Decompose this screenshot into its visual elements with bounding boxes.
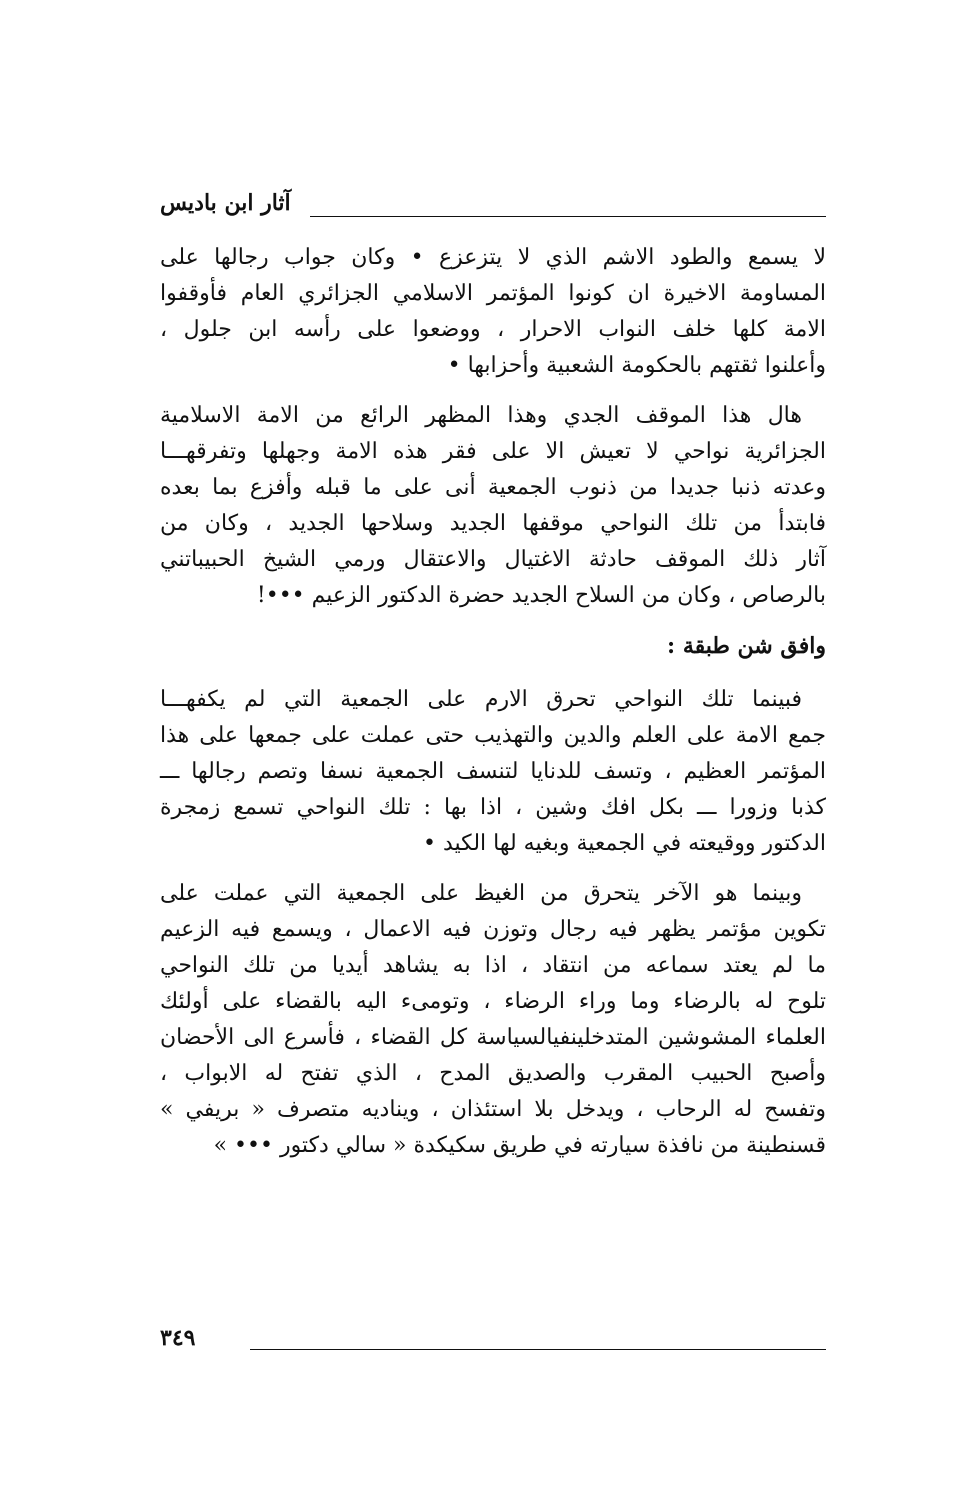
header-rule — [310, 216, 826, 217]
text-line: قسنطينة من نافذة سيارته في طريق سكيكدة « سالي دكتور ••• » — [213, 1133, 826, 1158]
page-footer — [160, 1325, 826, 1365]
body-text — [160, 240, 826, 1178]
text-line: فابتدأ من تلك النواحي موقفها الجديد وسلاحها الجديد ، وكان من — [160, 511, 826, 536]
paragraph — [160, 876, 826, 1164]
paragraph — [160, 682, 826, 862]
text-line: آثار ذلك الموقف حادثة الاغتيال والاعتقال ورمي الشيخ الحبيباتني — [160, 547, 826, 572]
text-line: وأعلنوا ثقتهم بالحكومة الشعبية وأحزابها • — [447, 353, 826, 378]
running-title: آثار ابن باديس — [160, 190, 291, 216]
text-line: وتفسح له الرحاب ، ويدخل بلا استئذان ، ويناديه متصرف « بريفي » — [160, 1097, 826, 1122]
text-line: وبينما هو الآخر يتحرق من الغيظ على الجمعية التي عملت على — [160, 881, 802, 906]
paragraph — [160, 240, 826, 384]
page-header — [160, 190, 826, 230]
text-line: وأصبح الحبيب المقرب والصديق المدح ، الذي تفتح له الابواب ، — [160, 1061, 826, 1086]
text-line: العلماء المشوشين المتدخلينفيالسياسة كل القضاء ، فأسرع الى الأحضان — [160, 1025, 826, 1050]
text-line: المؤتمر العظيم ، وتسف للدنايا لتنسف الجمعية نسفا وتصم رجالها ـــ — [160, 759, 826, 784]
text-line: بالرصاص ، وكان من السلاح الجديد حضرة الدكتور الزعيم •••! — [256, 583, 826, 608]
text-line: هال هذا الموقف الجدي وهذا المظهر الرائع من الامة الاسلامية — [160, 403, 802, 428]
footer-rule — [250, 1349, 826, 1350]
text-line: الجزائرية نواحي لا تعيش الا على فقر هذه الامة وجهلها وتفرقهـــا — [160, 439, 826, 464]
text-line: الامة كلها خلف النواب الاحرار ، ووضعوا على رأسه ابن جلول ، — [160, 317, 826, 342]
paragraph — [160, 398, 826, 614]
section-subheading: وافق شن طبقة : — [667, 633, 826, 659]
text-line: الدكتور ووقيعته في الجمعية وبغيه لها الكيد • — [423, 831, 826, 856]
text-line: تكوين مؤتمر يظهر فيه رجال وتوزن فيه الاعمال ، ويسمع فيه الزعيم — [160, 917, 826, 942]
text-line: المساومة الاخيرة ان كونوا المؤتمر الاسلامي الجزائري العام فأوقفوا — [160, 281, 826, 306]
text-line: لا يسمع والطود الاشم الذي لا يتزعزع • وكان جواب رجالها على — [160, 245, 826, 270]
text-line: تلوح له بالرضاء وما وراء الرضاء ، وتومىء اليه بالقضاء على أولئك — [160, 989, 826, 1014]
text-line: وعدته ذنبا جديدا من ذنوب الجمعية أنى على ما قبله وأفزع بما بعده — [160, 475, 826, 500]
text-line: كذبا وزورا ـــ بكل افك وشين ، اذا بها : تلك النواحي تسمع زمجرة — [160, 795, 826, 820]
text-line: جمع الامة على العلم والدين والتهذيب حتى عملت على جمعها على هذا — [160, 723, 826, 748]
text-line: ما لم يعتد سماعه من انتقاد ، اذا به يشاهد أيديا من تلك النواحي — [160, 953, 826, 978]
text-line: فبينما تلك النواحي تحرق الارم على الجمعية التي لم يكفهـــا — [160, 687, 802, 712]
document-page — [160, 150, 826, 1380]
page-number: ٣٤٩ — [160, 1325, 196, 1351]
